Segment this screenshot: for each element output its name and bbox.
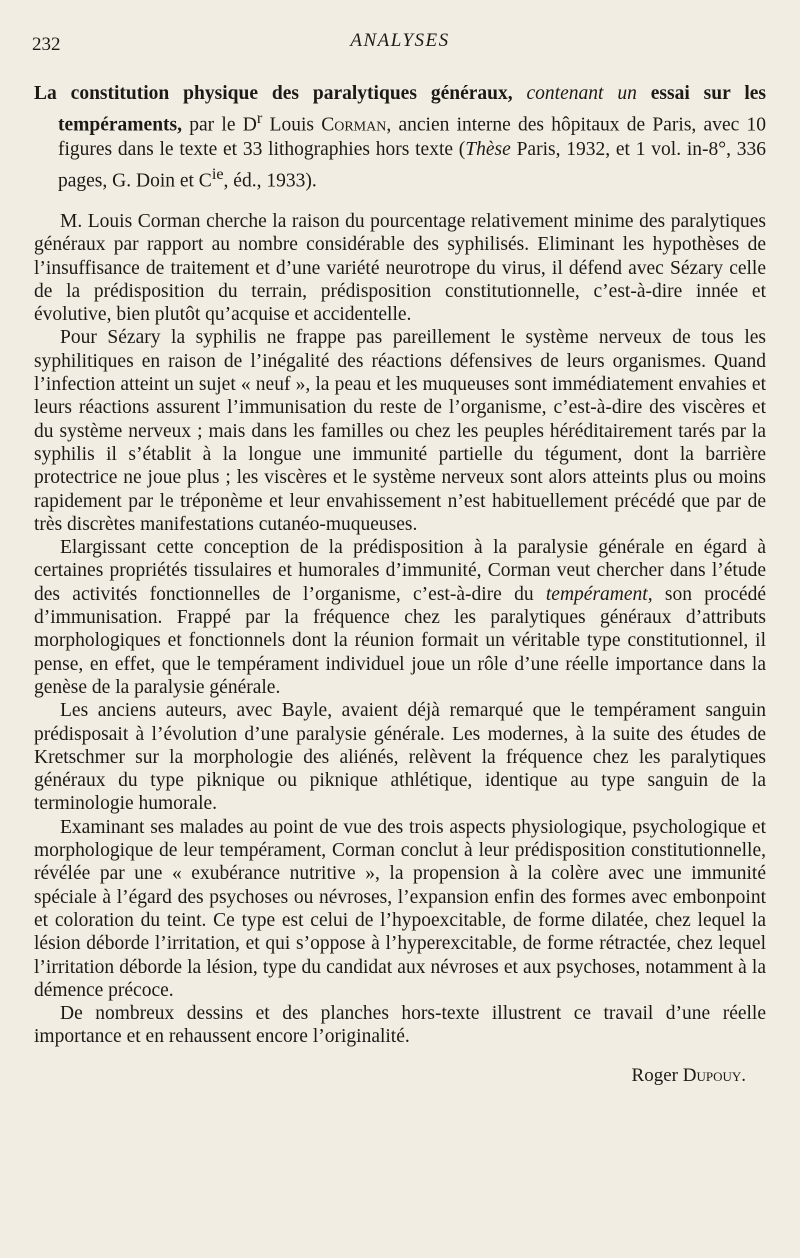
- reference-details: , ancien interne des hôpitaux de Paris, avec 10 figures dans le texte et 33 lithographies hors texte (: [58, 114, 767, 160]
- paragraph-3-part-b: son procédé d’immunisation. Frappé par la fréquence chez les paralytiques généraux d’attributs morphologiques et fonctionnels dont la réunion formait un véritable type constitutionnel, il pense, en effet, que le tempérament individuel joue un rôle d’une réelle importance dans la genèse de la paralysie générale.: [34, 583, 766, 698]
- book-title-continued: essai sur les tempéraments,: [58, 83, 766, 136]
- author-first-name: Louis: [269, 114, 314, 136]
- page-number: 232: [32, 34, 61, 55]
- reference-details-3: , éd., 1933).: [223, 170, 317, 191]
- page-header: [0, 28, 800, 54]
- by-label: par le D: [189, 114, 257, 136]
- paragraph-5: Examinant ses malades au point de vue des trois aspects physiologique, psychologique et morphologique de leur tempérament, Corman conclut à leur prédisposition constitutionnelle, révélée par une « exubérance nutritive », la propension à la colère avec une immunité spéciale à l’égard des psychoses ou névroses, l’expansion enfin des formes avec embonpoint et coloration du teint. Ce type est celui de l’hypoexcitable, de forme dilatée, chez lequel la lésion déborde l’irritation, et qui s’oppose à l’hyperexcitable, de forme rétractée, chez lequel l’irritation déborde la lésion, type du candidat aux névroses et aux psychoses, notamment à la démence précoce.: [34, 816, 766, 1001]
- book-title-italic: contenant un: [526, 83, 637, 104]
- bibliographic-reference: [34, 82, 766, 193]
- book-title: La constitution physique des paralytiques généraux,: [34, 83, 513, 104]
- paragraph-3: [34, 536, 766, 699]
- paragraph-1: M. Louis Corman cherche la raison du pourcentage relativement minime des paralytiques généraux par rapport au nombre considérable des syphilisés. Eliminant les hypothèses de l’insuffisance de traitement et d’une variété neurotrope du virus, il défend avec Sézary celle de la prédisposition du terrain, prédisposition constitutionnelle, c’est-à-dire innée et évolutive, bien plutôt qu’acquise et accidentelle.: [34, 211, 766, 326]
- signature-last-name: Dupouy.: [682, 1064, 746, 1086]
- paragraph-3-italic: tempérament,: [545, 583, 653, 605]
- paragraph-4: Les anciens auteurs, avec Bayle, avaient déjà remarqué que le tempérament sanguin prédisposait à l’évolution d’une paralysie générale. Les modernes, à la suite des études de Kretschmer sur la morphologie des aliénés, relèvent la fréquence chez les paralytiques généraux du type piknique ou piknique athlétique, identique au type sanguin de la terminologie humorale.: [34, 700, 766, 815]
- author-last-name: Corman: [321, 114, 387, 136]
- paragraph-2: Pour Sézary la syphilis ne frappe pas pareillement le système nerveux de tous les syphilitiques en raison de l’inégalité des réactions défensives de leurs organismes. Quand l’infection atteint un sujet « neuf », la peau et les muqueuses sont immédiatement envahies et leurs réactions assurent l’immunisation du reste de l’organisme, c’est-à-dire des viscères et du système nerveux ; mais dans les familles ou chez les peuples héréditairement tarés par la syphilis il s’établit à la longue une immunité partielle du tégument, dont la barrière protectrice ne joue plus ; les viscères et le système nerveux sont alors atteints plus ou moins rapidement par le tréponème et leur envahissement n’est habituellement précédé que par de très discrètes manifestations cutanéo-muqueuses.: [34, 327, 766, 535]
- signature: [34, 1065, 766, 1087]
- paragraph-6: De nombreux dessins et des planches hors-texte illustrent ce travail d’une réelle importance et en rehaussent encore l’originalité.: [34, 1003, 766, 1048]
- these-label: Thèse: [465, 138, 511, 160]
- doctor-superscript: r: [256, 109, 263, 127]
- paragraph-3-part-a: Elargissant cette conception de la prédisposition à la paralysie générale en égard à certaines propriétés tissulaires et humorales d’immunité, Corman veut chercher dans l’étude des activités fonctionnelles de l’organisme, c’est-à-dire du: [34, 537, 766, 605]
- signature-first-name: Roger: [631, 1064, 678, 1086]
- cie-superscript: ie: [211, 164, 224, 183]
- article: [34, 82, 766, 1087]
- running-title: ANALYSES: [350, 30, 450, 51]
- reference-details-2: Paris, 1932, et 1 vol. in-8°, 336 pages, G. Doin et C: [58, 138, 766, 191]
